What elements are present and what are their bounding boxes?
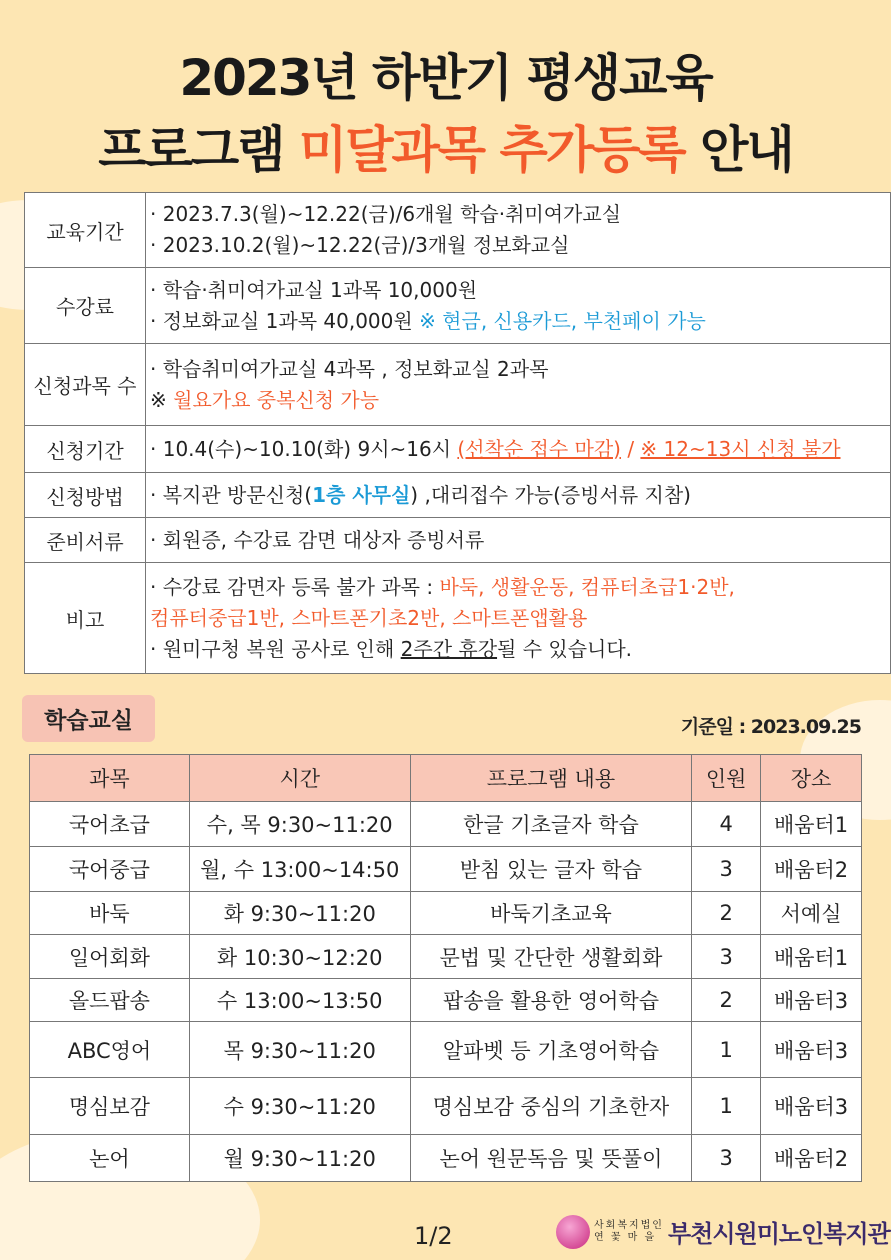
cell-content: 알파벳 등 기초영어학습: [410, 1022, 692, 1078]
cell-place: 서예실: [761, 892, 862, 935]
section-tag: 학습교실: [22, 695, 155, 742]
cell-count: 3: [692, 847, 761, 892]
count-mark: ※: [150, 387, 174, 412]
fee-line2-text: · 정보화교실 1과목 40,000원: [150, 308, 420, 333]
cell-time: 월, 수 13:00~14:50: [189, 847, 410, 892]
cell-count: 2: [692, 979, 761, 1022]
info-row-docs: [25, 518, 891, 563]
fee-line1: · 학습·취미여가교실 1과목 10,000원: [150, 277, 478, 302]
title-line2-post: 안내: [684, 121, 793, 179]
fee-line2: [150, 306, 890, 337]
info-value: · 회원증, 수강료 감면 대상자 증빙서류: [146, 518, 891, 563]
notes-line3: [150, 634, 890, 665]
cell-place: 배움터2: [761, 847, 862, 892]
table-row: [30, 1022, 862, 1078]
cell-time: 수 9:30~11:20: [189, 1078, 410, 1135]
classes-table: [29, 754, 862, 1182]
cell-content: 문법 및 간단한 생활회화: [410, 935, 692, 979]
cell-subject: 올드팝송: [30, 979, 190, 1022]
info-row-count: [25, 344, 891, 426]
apply-period-note1: (선착순 접수 마감): [457, 436, 621, 461]
cell-content: 받침 있는 글자 학습: [410, 847, 692, 892]
info-value: [146, 268, 891, 344]
cell-time: 월 9:30~11:20: [189, 1135, 410, 1182]
cell-subject: 바둑: [30, 892, 190, 935]
info-table: [24, 192, 891, 674]
info-value: [146, 473, 891, 518]
cell-content: 논어 원문독음 및 뜻풀이: [410, 1135, 692, 1182]
column-header: 프로그램 내용: [410, 755, 692, 802]
info-row-apply-period: [25, 426, 891, 473]
title-highlight: 미달과목 추가등록: [298, 121, 685, 179]
title-line1: 2023년 하반기 평생교육: [179, 49, 712, 107]
cell-subject: ABC영어: [30, 1022, 190, 1078]
table-row: [30, 1135, 862, 1182]
info-label: 신청과목 수: [25, 344, 146, 426]
apply-period-text: · 10.4(수)~10.10(화) 9시~16시: [150, 436, 458, 461]
table-row: [30, 847, 862, 892]
info-value: [146, 563, 891, 674]
cell-content: 바둑기초교육: [410, 892, 692, 935]
info-value: [146, 426, 891, 473]
notes-line1: [150, 572, 890, 603]
base-date: 기준일 : 2023.09.25: [680, 716, 861, 738]
table-row: [30, 802, 862, 847]
info-label: 비고: [25, 563, 146, 674]
table-row: [30, 1078, 862, 1135]
page-number: 1/2: [414, 1222, 453, 1250]
info-row-period: [25, 193, 891, 268]
count-note: 월요가요 중복신청 가능: [173, 387, 380, 412]
info-label: 준비서류: [25, 518, 146, 563]
column-header: 장소: [761, 755, 862, 802]
column-header: 인원: [692, 755, 761, 802]
org-subtitle-line2: 연 꽃 마 을: [594, 1231, 657, 1243]
cell-place: 배움터2: [761, 1135, 862, 1182]
title-line2-pre: 프로그램: [98, 121, 299, 179]
method-post: ) ,대리접수 가능(증빙서류 지참): [410, 482, 691, 507]
org-name: 부천시원미노인복지관: [667, 1220, 890, 1248]
cell-count: 3: [692, 935, 761, 979]
classes-header-row: [30, 755, 862, 802]
fee-payment-note: ※ 현금, 신용카드, 부천페이 가능: [419, 308, 706, 333]
cell-time: 화 9:30~11:20: [189, 892, 410, 935]
cell-place: 배움터1: [761, 935, 862, 979]
cell-content: 팝송을 활용한 영어학습: [410, 979, 692, 1022]
cell-count: 4: [692, 802, 761, 847]
cell-time: 수 13:00~13:50: [189, 979, 410, 1022]
info-label: 신청방법: [25, 473, 146, 518]
notes-line1-red: 바둑, 생활운동, 컴퓨터초급1·2반,: [439, 574, 735, 599]
cell-time: 화 10:30~12:20: [189, 935, 410, 979]
org-subtitle: [594, 1220, 664, 1244]
cell-count: 1: [692, 1078, 761, 1135]
notes-line1-pre: · 수강료 감면자 등록 불가 과목 :: [150, 574, 440, 599]
count-line2: [150, 385, 890, 416]
period-line2: · 2023.10.2(월)~12.22(금)/3개월 정보화교실: [150, 233, 570, 257]
cell-subject: 명심보감: [30, 1078, 190, 1135]
apply-period-note2: ※ 12~13시 신청 불가: [640, 436, 841, 461]
cell-time: 목 9:30~11:20: [189, 1022, 410, 1078]
cell-place: 배움터3: [761, 979, 862, 1022]
method-highlight: 1층 사무실: [312, 482, 411, 507]
lotus-logo-icon: [556, 1215, 590, 1249]
method-pre: · 복지관 방문신청(: [150, 482, 313, 507]
info-value: [146, 193, 891, 268]
table-row: [30, 979, 862, 1022]
info-value: [146, 344, 891, 426]
cell-subject: 일어회화: [30, 935, 190, 979]
cell-count: 1: [692, 1022, 761, 1078]
info-label: 신청기간: [25, 426, 146, 473]
cell-content: 한글 기초글자 학습: [410, 802, 692, 847]
info-row-notes: [25, 563, 891, 674]
cell-count: 2: [692, 892, 761, 935]
info-row-fee: [25, 268, 891, 344]
organization-logo: [556, 1214, 890, 1249]
cell-place: 배움터3: [761, 1078, 862, 1135]
cell-count: 3: [692, 1135, 761, 1182]
info-row-method: [25, 473, 891, 518]
cell-content: 명심보감 중심의 기초한자: [410, 1078, 692, 1135]
notes-line3-pre: · 원미구청 복원 공사로 인해: [150, 636, 401, 661]
column-header: 시간: [189, 755, 410, 802]
cell-place: 배움터1: [761, 802, 862, 847]
apply-period-sep: /: [620, 436, 641, 461]
count-line1: · 학습취미여가교실 4과목 , 정보화교실 2과목: [150, 356, 549, 381]
info-label: 수강료: [25, 268, 146, 344]
cell-place: 배움터3: [761, 1022, 862, 1078]
column-header: 과목: [30, 755, 190, 802]
cell-subject: 논어: [30, 1135, 190, 1182]
table-row: [30, 935, 862, 979]
notes-line3-post: 될 수 있습니다.: [497, 636, 633, 661]
cell-subject: 국어중급: [30, 847, 190, 892]
notes-line2: 컴퓨터중급1반, 스마트폰기초2반, 스마트폰앱활용: [150, 605, 588, 630]
info-label: 교육기간: [25, 193, 146, 268]
notes-line3-underline: 2주간 휴강: [400, 636, 498, 661]
org-subtitle-line1: 사회복지법인: [594, 1219, 664, 1231]
cell-time: 수, 목 9:30~11:20: [189, 802, 410, 847]
cell-subject: 국어초급: [30, 802, 190, 847]
period-line1: · 2023.7.3(월)~12.22(금)/6개월 학습·취미여가교실: [150, 202, 622, 226]
table-row: [30, 892, 862, 935]
title-line2: [0, 110, 891, 182]
